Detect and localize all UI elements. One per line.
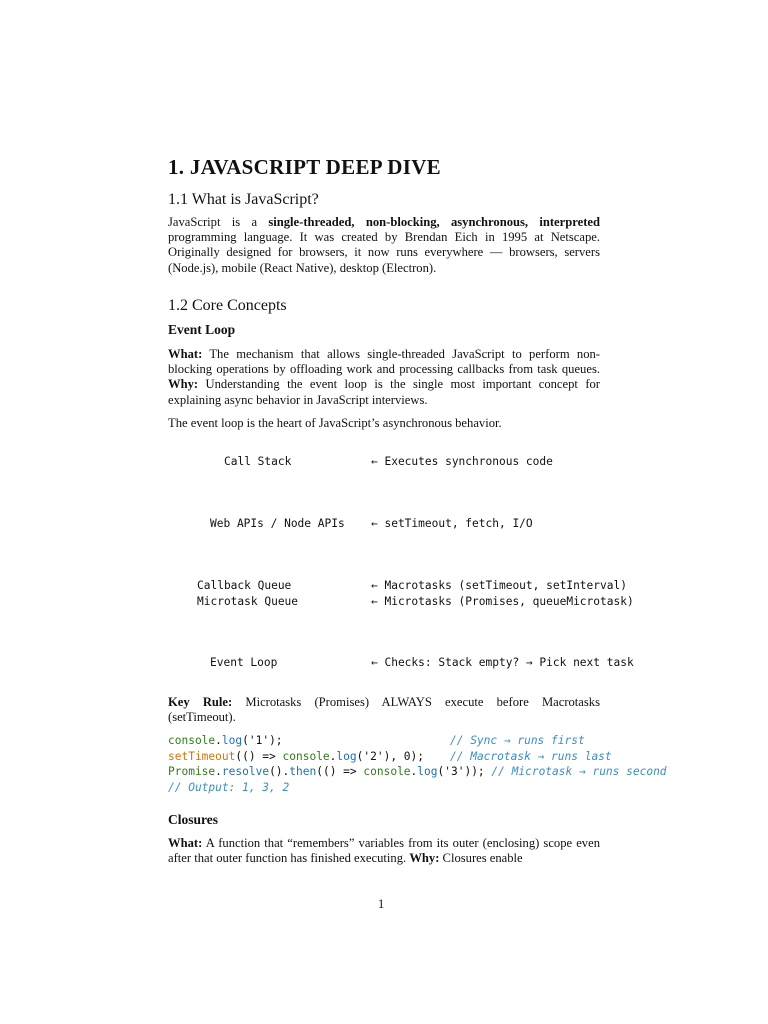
- code-token: log: [221, 734, 243, 747]
- diagram-web-apis-note: ← setTimeout, fetch, I/O: [371, 517, 533, 530]
- text-span: Understanding the event loop is the single most important concept for explaining async behavior in JavaScript interviews.: [168, 377, 600, 407]
- code-token: ('1');: [242, 734, 283, 747]
- code-line-1: [168, 733, 667, 749]
- paragraph-key-rule: [168, 695, 600, 725]
- text-span: programming language. It was created by Brendan Eich in 1995 at Netscape. Originally designed for browsers, it now runs everywhere — browsers, servers (Node.js), mobile (React Native), desktop (Electron).: [168, 230, 600, 275]
- bold-span: single-threaded, non-blocking, asynchronous, interpreted: [268, 215, 600, 229]
- text-span: Closures enable: [439, 851, 523, 866]
- diagram-microtask-queue-note: ← Microtasks (Promises, queueMicrotask): [371, 595, 634, 608]
- code-line-4: [168, 780, 667, 796]
- diagram-web-apis: Web APIs / Node APIs: [210, 517, 345, 530]
- why-label: Why:: [168, 377, 199, 392]
- key-rule-label: Key Rule:: [168, 695, 233, 709]
- code-token: console: [168, 734, 216, 747]
- text-span: Microtasks (Promises) ALWAYS execute before Macrotasks (setTimeout).: [168, 695, 600, 725]
- code-token: ('3'));: [437, 765, 485, 779]
- paragraph-event-loop-intro: The event loop is the heart of JavaScript’s asynchronous behavior.: [168, 416, 502, 430]
- what-label: What:: [168, 836, 203, 850]
- code-token: resolve: [221, 765, 270, 779]
- code-token: log: [336, 749, 357, 763]
- code-token: Promise: [168, 765, 216, 779]
- code-comment: // Microtask → runs second: [491, 765, 667, 779]
- diagram-event-loop-note: ← Checks: Stack empty? → Pick next task: [371, 656, 634, 669]
- code-token: (() =>: [235, 749, 283, 763]
- diagram-callback-queue-note: ← Macrotasks (setTimeout, setInterval): [371, 579, 627, 592]
- diagram-event-loop: Event Loop: [210, 656, 278, 669]
- code-comment: // Output: 1, 3, 2: [168, 780, 290, 794]
- section-heading-1-2: 1.2 Core Concepts: [168, 297, 287, 314]
- page-title: 1. JAVASCRIPT DEEP DIVE: [168, 155, 441, 179]
- diagram-call-stack: Call Stack: [224, 455, 292, 468]
- code-line-2: [168, 749, 667, 765]
- paragraph-event-loop-what: [168, 347, 600, 408]
- code-line-3: [168, 764, 667, 780]
- what-label: What:: [168, 347, 203, 361]
- code-token: then: [289, 765, 317, 779]
- code-token: ('2'), 0);: [356, 749, 424, 763]
- text-span: A function that “remembers” variables from its outer (enclosing) scope even after that outer function has finished executing.: [168, 836, 600, 866]
- code-token: console: [282, 749, 330, 763]
- code-block: [168, 733, 667, 795]
- code-token: ().: [269, 765, 290, 779]
- code-token: (() =>: [316, 765, 364, 779]
- text-span: The mechanism that allows single-threaded JavaScript to perform non-blocking operations by offloading work and processing callbacks from task queues.: [168, 347, 600, 377]
- code-token: .: [215, 734, 222, 747]
- code-comment: // Sync → runs first: [450, 734, 585, 747]
- code-token: .: [329, 749, 337, 763]
- section-heading-1-1: 1.1 What is JavaScript?: [168, 191, 319, 208]
- diagram-microtask-queue: Microtask Queue: [197, 595, 299, 608]
- diagram-callback-queue: Callback Queue: [197, 579, 292, 592]
- code-token: .: [410, 765, 418, 779]
- subheading-closures: Closures: [168, 812, 219, 827]
- subheading-event-loop: Event Loop: [168, 322, 236, 337]
- page-number: 1: [378, 897, 385, 911]
- paragraph-what-is-js: [168, 215, 600, 276]
- code-comment: // Macrotask → runs last: [450, 749, 612, 763]
- paragraph-closures-what: [168, 836, 600, 866]
- text-span: JavaScript is a: [168, 215, 269, 229]
- why-label: Why:: [409, 851, 440, 866]
- code-token: .: [215, 765, 222, 779]
- code-token: console: [363, 765, 411, 779]
- code-token: log: [417, 765, 438, 779]
- diagram-call-stack-note: ← Executes synchronous code: [371, 455, 553, 468]
- code-token: setTimeout: [168, 749, 236, 763]
